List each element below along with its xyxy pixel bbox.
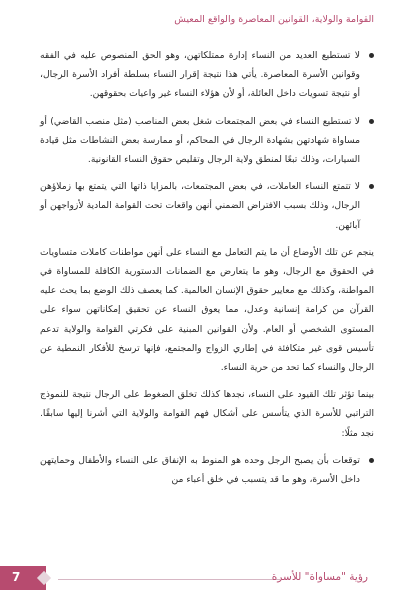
body-paragraph: ينجم عن تلك الأوضاع أن ما يتم التعامل مع النساء على أنهن مواطنات كاملات متساويات في الحقوق مع الرجال، وهو ما يتعارض مع الضمانات الدستورية الكافلة للمساواة في المواطنة، وكذلك مع معايير حقوق الإنسان العالمية. كما يعصف ذلك الوضع بما يحث عليه القرآن من كرامة إنسانية وعدل، مما يعوق النساء عن تحقيق إمكاناتهن سواء على المستوى الشخصي أو العام. ولأن القوانين المبنية على فكرتي القوامة والولاية تدعم تأسيس قوى غير متكافئة في إطاري الزواج والمجتمع، فإنها ترسخ للأفكار النمطية عن الرجال والنساء كما تحد من حرية النساء. [40,246,374,374]
bullet-dot-icon [369,184,374,189]
bullet-text: لا تستطيع النساء في بعض المجتمعات شغل بعض المناصب (مثل منصب القاضي) أو مساواة شهادتهن بشهادة الرجال في المحاكم، أو ممارسة بعض النشاطات مثل قيادة السيارات، وذلك تبعًا لمنطق ولاية الرجال وتقليص حقوق النساء القانونية. [40,115,360,166]
bullet-text: توقعات بأن يصبح الرجل وحده هو المنوط به الإنفاق على النساء والأطفال وحمايتهن داخل الأسرة، وهو ما قد يتسبب في خلق أعباء من [40,454,360,486]
bullet-dot-icon [369,53,374,58]
footer-divider [58,579,280,580]
bullet-item [40,112,374,170]
bullet-dot-icon [369,458,374,463]
body-paragraph: بينما تؤثر تلك القيود على النساء، نجدها كذلك تخلق الضغوط على الرجال نتيجة للنموذج التراتبي للأسرة الذي يتأسس على أشكال فهم القوامة والولاية التي أشرنا إليها سابقًا. نجد مثلًا: [40,389,374,439]
page-footer [0,554,408,598]
bullet-dot-icon [369,119,374,124]
bullet-item [40,177,374,235]
bullet-item [40,451,374,489]
footer-title: رؤية "مساواة" للأسرة [271,571,368,583]
bullet-text: لا تستطيع العديد من النساء إدارة ممتلكاتهن، وهو الحق المنصوص عليه في الفقه وقوانين الأسرة المعاصرة. يأتي هذا نتيجة إقرار النساء بسلطة أفراد الأسرة الرجال، أو نتيجة تسويات داخل العائلة، أو لأن هؤلاء النساء غير واعيات بحقوقهن. [40,50,360,100]
page-content [40,46,374,497]
bullet-text: لا تتمتع النساء العاملات، في بعض المجتمعات، بالمزايا ذاتها التي يتمتع بها زملاؤهن الرجال، وذلك بسبب الافتراض الضمني أنهن واقعات تحت القوامة المادية لأزواجهن أو آبائهن. [40,181,360,231]
page-number: 7 [12,570,21,584]
running-header: القوامة والولاية، القوانين المعاصرة والواقع المعيش [174,14,374,25]
bullet-item [40,46,374,104]
